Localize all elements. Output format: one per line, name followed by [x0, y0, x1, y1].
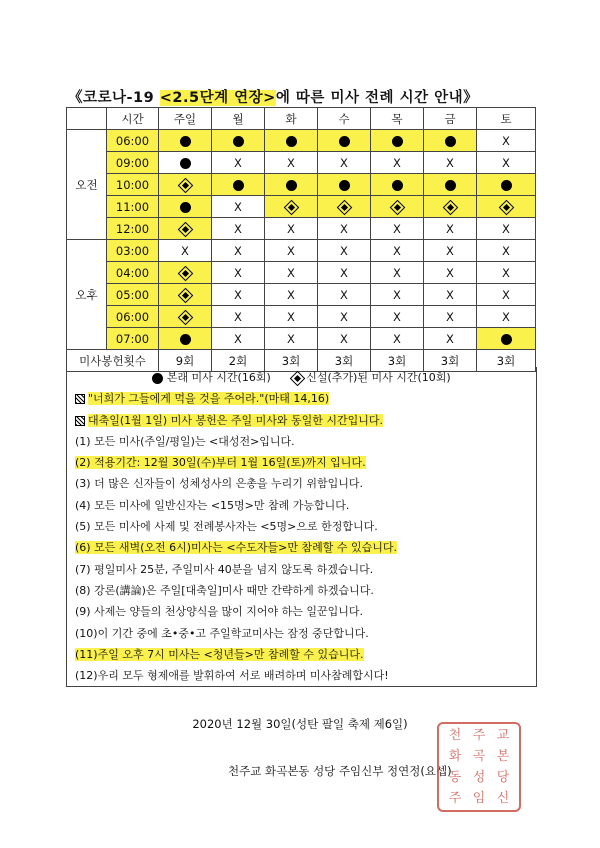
x-mark: X — [234, 287, 242, 302]
seal-char: 화 — [448, 749, 462, 764]
header-cell: 시간 — [107, 108, 159, 130]
no-mass-cell — [424, 240, 477, 262]
added-mass-cell — [159, 284, 212, 306]
table-row — [67, 218, 536, 240]
added-mass-cell — [424, 196, 477, 218]
seal-char: 신 — [496, 791, 510, 806]
no-mass-cell — [265, 328, 318, 350]
diamond-icon — [289, 370, 305, 386]
x-mark: X — [234, 221, 242, 236]
seal-char: 성 — [472, 770, 486, 785]
note-item — [67, 537, 536, 558]
time-cell: 12:00 — [107, 218, 159, 240]
x-mark: X — [502, 221, 510, 236]
no-mass-cell — [371, 218, 424, 240]
added-mass-cell — [159, 218, 212, 240]
original-mass-cell — [424, 130, 477, 152]
title-suffix: 에 따른 미사 전례 시간 안내》 — [275, 90, 479, 106]
note-item — [67, 388, 536, 409]
added-mass-cell — [477, 196, 536, 218]
note-item — [67, 601, 536, 622]
filled-circle-icon — [392, 136, 403, 147]
diamond-icon — [283, 199, 299, 215]
added-mass-cell — [159, 174, 212, 196]
diamond-icon — [177, 221, 193, 237]
count-cell: 3회 — [318, 350, 371, 372]
diamond-icon — [442, 199, 458, 215]
x-mark: X — [446, 331, 454, 346]
filled-circle-icon — [501, 334, 512, 345]
no-mass-cell — [477, 262, 536, 284]
no-mass-cell — [318, 152, 371, 174]
no-mass-cell — [265, 284, 318, 306]
x-mark: X — [446, 221, 454, 236]
no-mass-cell — [212, 218, 265, 240]
x-mark: X — [287, 331, 295, 346]
note-item — [67, 559, 536, 580]
note-item — [67, 410, 536, 431]
note-text: (8) 강론(講論)은 주일[대축일]미사 때만 간략하게 하겠습니다. — [75, 583, 374, 597]
x-mark: X — [234, 265, 242, 280]
note-item — [67, 473, 536, 494]
hatched-box-icon — [75, 394, 85, 404]
header-cell: 수 — [318, 108, 371, 130]
original-mass-cell — [477, 328, 536, 350]
time-cell: 05:00 — [107, 284, 159, 306]
filled-circle-icon — [180, 202, 191, 213]
x-mark: X — [287, 155, 295, 170]
added-mass-cell — [159, 306, 212, 328]
original-mass-cell — [265, 174, 318, 196]
x-mark: X — [287, 265, 295, 280]
filled-circle-icon — [152, 373, 163, 384]
table-header-row — [67, 108, 536, 130]
no-mass-cell — [371, 284, 424, 306]
x-mark: X — [393, 331, 401, 346]
no-mass-cell — [424, 218, 477, 240]
note-text: (4) 모든 미사에 일반신자는 <15명>만 참례 가능합니다. — [75, 498, 350, 512]
legend-row — [67, 367, 536, 388]
no-mass-cell — [477, 240, 536, 262]
no-mass-cell — [318, 218, 371, 240]
x-mark: X — [446, 309, 454, 324]
filled-circle-icon — [180, 136, 191, 147]
x-mark: X — [287, 309, 295, 324]
no-mass-cell — [265, 262, 318, 284]
no-mass-cell — [212, 196, 265, 218]
no-mass-cell — [371, 328, 424, 350]
document-date: 2020년 12월 30일(성탄 팔일 축제 제6일) — [192, 717, 408, 731]
note-item — [67, 431, 536, 452]
header-cell: 월 — [212, 108, 265, 130]
seal-char: 천 — [448, 728, 462, 743]
time-cell: 11:00 — [107, 196, 159, 218]
x-mark: X — [502, 287, 510, 302]
added-mass-cell — [265, 196, 318, 218]
no-mass-cell — [265, 218, 318, 240]
diamond-icon — [177, 309, 193, 325]
note-text: (12)우리 모두 형제애를 발휘하여 서로 배려하며 미사참례합시다! — [75, 669, 389, 683]
no-mass-cell — [318, 306, 371, 328]
note-item — [67, 665, 536, 686]
no-mass-cell — [424, 284, 477, 306]
legend-added: 신설(추가)된 미사 시간(10회) — [306, 371, 451, 384]
no-mass-cell — [424, 328, 477, 350]
original-mass-cell — [159, 196, 212, 218]
count-cell: 2회 — [212, 350, 265, 372]
diamond-icon — [389, 199, 405, 215]
x-mark: X — [181, 243, 189, 258]
x-mark: X — [393, 287, 401, 302]
header-cell: 금 — [424, 108, 477, 130]
filled-circle-icon — [180, 334, 191, 345]
added-mass-cell — [318, 196, 371, 218]
x-mark: X — [234, 155, 242, 170]
count-label: 미사봉헌횟수 — [67, 350, 159, 372]
table-row — [67, 328, 536, 350]
x-mark: X — [502, 133, 510, 148]
filled-circle-icon — [445, 180, 456, 191]
count-cell: 9회 — [159, 350, 212, 372]
count-cell: 3회 — [371, 350, 424, 372]
x-mark: X — [502, 243, 510, 258]
table-row — [67, 240, 536, 262]
diamond-icon — [177, 287, 193, 303]
original-mass-cell — [265, 130, 318, 152]
x-mark: X — [446, 287, 454, 302]
no-mass-cell — [212, 240, 265, 262]
no-mass-cell — [477, 152, 536, 174]
x-mark: X — [393, 221, 401, 236]
no-mass-cell — [424, 306, 477, 328]
table-row — [67, 262, 536, 284]
note-text: (2) 적용기간: 12월 30일(수)부터 1월 16일(토)까지 입니다. — [75, 456, 366, 470]
seal-char: 당 — [496, 770, 510, 785]
x-mark: X — [340, 221, 348, 236]
filled-circle-icon — [339, 136, 350, 147]
table-row — [67, 284, 536, 306]
x-mark: X — [340, 331, 348, 346]
filled-circle-icon — [233, 136, 244, 147]
no-mass-cell — [212, 328, 265, 350]
no-mass-cell — [318, 262, 371, 284]
notes-box — [66, 367, 537, 687]
no-mass-cell — [477, 306, 536, 328]
original-mass-cell — [159, 130, 212, 152]
table-row — [67, 306, 536, 328]
original-mass-cell — [371, 174, 424, 196]
time-cell: 04:00 — [107, 262, 159, 284]
x-mark: X — [502, 155, 510, 170]
no-mass-cell — [424, 152, 477, 174]
x-mark: X — [393, 265, 401, 280]
count-cell: 3회 — [477, 350, 536, 372]
legend-original: 본래 미사 시간(16회) — [166, 371, 271, 384]
x-mark: X — [234, 309, 242, 324]
no-mass-cell — [371, 306, 424, 328]
seal-char: 교 — [496, 728, 510, 743]
seal-char: 동 — [448, 770, 462, 785]
note-text: 대축일(1월 1일) 미사 봉헌은 주일 미사와 동일한 시간입니다. — [88, 413, 383, 427]
x-mark: X — [446, 155, 454, 170]
seal-char: 본 — [496, 749, 510, 764]
no-mass-cell — [477, 130, 536, 152]
filled-circle-icon — [286, 180, 297, 191]
diamond-icon — [498, 199, 514, 215]
filled-circle-icon — [286, 136, 297, 147]
no-mass-cell — [371, 152, 424, 174]
note-text: "너희가 그들에게 먹을 것을 주어라."(마태 14,16) — [88, 392, 330, 406]
x-mark: X — [446, 243, 454, 258]
note-item — [67, 495, 536, 516]
diamond-icon — [177, 177, 193, 193]
period-label-afternoon: 오후 — [67, 240, 107, 350]
header-cell: 화 — [265, 108, 318, 130]
no-mass-cell — [159, 240, 212, 262]
x-mark: X — [234, 199, 242, 214]
note-text: (7) 평일미사 25분, 주일미사 40분을 넘지 않도록 하겠습니다. — [75, 562, 374, 576]
original-mass-cell — [159, 152, 212, 174]
no-mass-cell — [371, 262, 424, 284]
note-item — [67, 623, 536, 644]
x-mark: X — [340, 265, 348, 280]
x-mark: X — [446, 265, 454, 280]
header-blank — [67, 108, 107, 130]
table-row — [67, 196, 536, 218]
seal-char: 주 — [448, 791, 462, 806]
note-text: (9) 사제는 양들의 천상양식을 많이 지어야 하는 일꾼입니다. — [75, 605, 363, 619]
table-row — [67, 174, 536, 196]
x-mark: X — [393, 309, 401, 324]
time-cell: 10:00 — [107, 174, 159, 196]
hatched-box-icon — [75, 416, 85, 426]
note-text: (3) 더 많은 신자들이 성체성사의 은총을 누리기 위함입니다. — [75, 477, 363, 491]
no-mass-cell — [477, 284, 536, 306]
no-mass-cell — [318, 240, 371, 262]
note-item — [67, 516, 536, 537]
time-cell: 06:00 — [107, 130, 159, 152]
x-mark: X — [340, 287, 348, 302]
no-mass-cell — [318, 328, 371, 350]
original-mass-cell — [477, 174, 536, 196]
no-mass-cell — [212, 152, 265, 174]
x-mark: X — [340, 155, 348, 170]
seal-char: 임 — [472, 791, 486, 806]
signature-line: 천주교 화곡본동 성당 주임신부 정연정(요셉) — [228, 764, 452, 778]
no-mass-cell — [265, 306, 318, 328]
filled-circle-icon — [180, 158, 191, 169]
period-label-morning: 오전 — [67, 130, 107, 240]
seal-char: 곡 — [472, 749, 486, 764]
original-mass-cell — [318, 130, 371, 152]
original-mass-cell — [318, 174, 371, 196]
header-cell: 주일 — [159, 108, 212, 130]
added-mass-cell — [371, 196, 424, 218]
note-text: (1) 모든 미사(주일/평일)는 <대성전>입니다. — [75, 434, 295, 448]
note-item — [67, 452, 536, 473]
no-mass-cell — [265, 240, 318, 262]
official-seal-stamp — [437, 722, 521, 812]
time-cell: 07:00 — [107, 328, 159, 350]
no-mass-cell — [371, 240, 424, 262]
note-text: (6) 모든 새벽(오전 6시)미사는 <수도자들>만 참례할 수 있습니다. — [75, 541, 397, 555]
added-mass-cell — [159, 262, 212, 284]
x-mark: X — [234, 331, 242, 346]
header-cell: 목 — [371, 108, 424, 130]
no-mass-cell — [212, 262, 265, 284]
filled-circle-icon — [339, 180, 350, 191]
x-mark: X — [502, 309, 510, 324]
x-mark: X — [502, 265, 510, 280]
mass-schedule-table — [66, 107, 536, 372]
x-mark: X — [340, 309, 348, 324]
seal-char: 주 — [472, 728, 486, 743]
note-text: (10)이 기간 중에 초•중•고 주일학교미사는 잠정 중단합니다. — [75, 626, 369, 640]
no-mass-cell — [424, 262, 477, 284]
original-mass-cell — [212, 174, 265, 196]
note-item — [67, 580, 536, 601]
note-item — [67, 644, 536, 665]
title-prefix: 《코로나-19 — [68, 90, 160, 106]
filled-circle-icon — [445, 136, 456, 147]
note-text: (5) 모든 미사에 사제 및 전례봉사자는 <5명>으로 한정합니다. — [75, 520, 378, 534]
note-text: (11)주일 오후 7시 미사는 <청년들>만 참례할 수 있습니다. — [75, 647, 364, 661]
table-row — [67, 130, 536, 152]
time-cell: 09:00 — [107, 152, 159, 174]
table-row — [67, 152, 536, 174]
time-cell: 06:00 — [107, 306, 159, 328]
time-cell: 03:00 — [107, 240, 159, 262]
diamond-icon — [336, 199, 352, 215]
x-mark: X — [340, 243, 348, 258]
x-mark: X — [393, 243, 401, 258]
filled-circle-icon — [501, 180, 512, 191]
x-mark: X — [287, 243, 295, 258]
header-cell: 토 — [477, 108, 536, 130]
filled-circle-icon — [392, 180, 403, 191]
diamond-icon — [177, 265, 193, 281]
original-mass-cell — [159, 328, 212, 350]
filled-circle-icon — [233, 180, 244, 191]
count-cell: 3회 — [265, 350, 318, 372]
no-mass-cell — [212, 306, 265, 328]
x-mark: X — [234, 243, 242, 258]
x-mark: X — [287, 287, 295, 302]
original-mass-cell — [212, 130, 265, 152]
x-mark: X — [287, 221, 295, 236]
no-mass-cell — [318, 284, 371, 306]
no-mass-cell — [477, 218, 536, 240]
no-mass-cell — [265, 152, 318, 174]
original-mass-cell — [371, 130, 424, 152]
document-title — [68, 86, 538, 107]
no-mass-cell — [212, 284, 265, 306]
count-cell: 3회 — [424, 350, 477, 372]
title-highlight: <2.5단계 연장> — [159, 90, 276, 106]
x-mark: X — [393, 155, 401, 170]
original-mass-cell — [424, 174, 477, 196]
